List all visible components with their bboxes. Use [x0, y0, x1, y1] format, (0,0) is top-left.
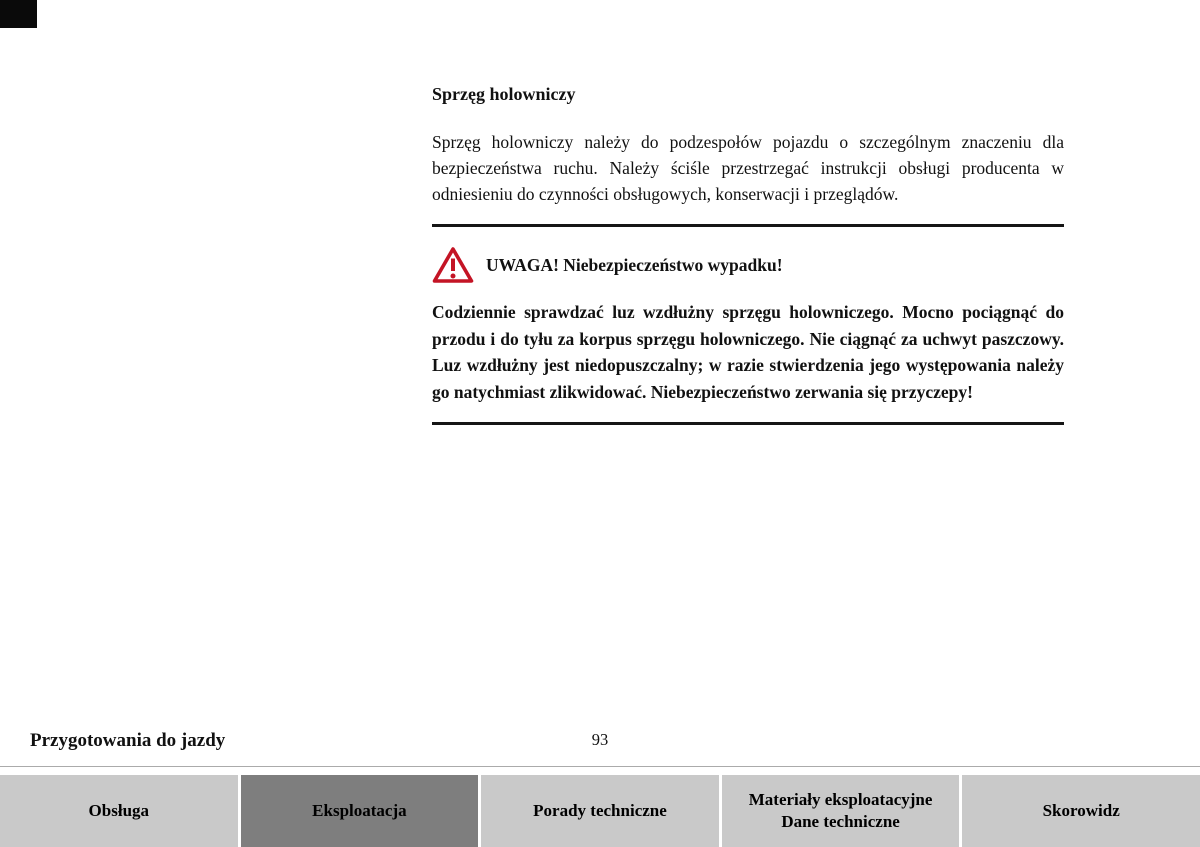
tab-eksploatacja[interactable] — [241, 775, 479, 847]
tab-materialy-label: Materiały eksploatacyjne — [748, 790, 933, 809]
divider-bottom — [432, 422, 1064, 425]
page-title: Sprzęg holowniczy — [432, 84, 576, 104]
tab-porady-techniczne[interactable] — [481, 775, 719, 847]
tab-skorowidz-label: Skorowidz — [1042, 801, 1120, 820]
tab-porady-techniczne-label: Porady techniczne — [533, 801, 667, 820]
warning-header — [432, 246, 1064, 284]
tab-obsluga-label: Obsługa — [88, 801, 150, 820]
bottom-tab-bar — [0, 775, 1200, 847]
warning-title: UWAGA! Niebezpieczeństwo wypadku! — [486, 254, 783, 275]
divider-top — [432, 224, 1064, 227]
warning-triangle-icon — [432, 246, 474, 284]
intro-paragraph: Sprzęg holowniczy należy do podzespołów pojazdu o szczególnym znaczeniu dla bezpieczeństwa ruchu. Należy ściśle przestrzegać instrukcji obsługi producenta w odniesieniu do czynności obsługowych, konserwacji i przeglądów. — [432, 132, 1064, 204]
manual-page-content — [432, 84, 1064, 425]
tab-dane-techniczne-label: Dane techniczne — [781, 812, 900, 831]
tab-materialy-dane-techniczne[interactable] — [722, 775, 960, 847]
tab-obsluga[interactable] — [0, 775, 238, 847]
tabbar-top-divider — [0, 766, 1200, 767]
page-number: 93 — [591, 730, 609, 749]
tab-eksploatacja-label: Eksploatacja — [312, 801, 407, 820]
page-corner-mark — [0, 0, 37, 28]
footer-section-label: Przygotowania do jazdy — [30, 730, 226, 751]
tab-skorowidz[interactable] — [962, 775, 1200, 847]
warning-body: Codziennie sprawdzać luz wzdłużny sprzęgu holowniczego. Mocno pociągnąć do przodu i do tyłu za korpus sprzęgu holowniczego. Nie ciągnąć za uchwyt paszczowy. Luz wzdłużny jest niedopuszczalny; w razie stwierdzenia jego występowania należy go natychmiast zlikwidować. Niebezpieczeństwo zerwania się przyczepy! — [432, 302, 1064, 402]
